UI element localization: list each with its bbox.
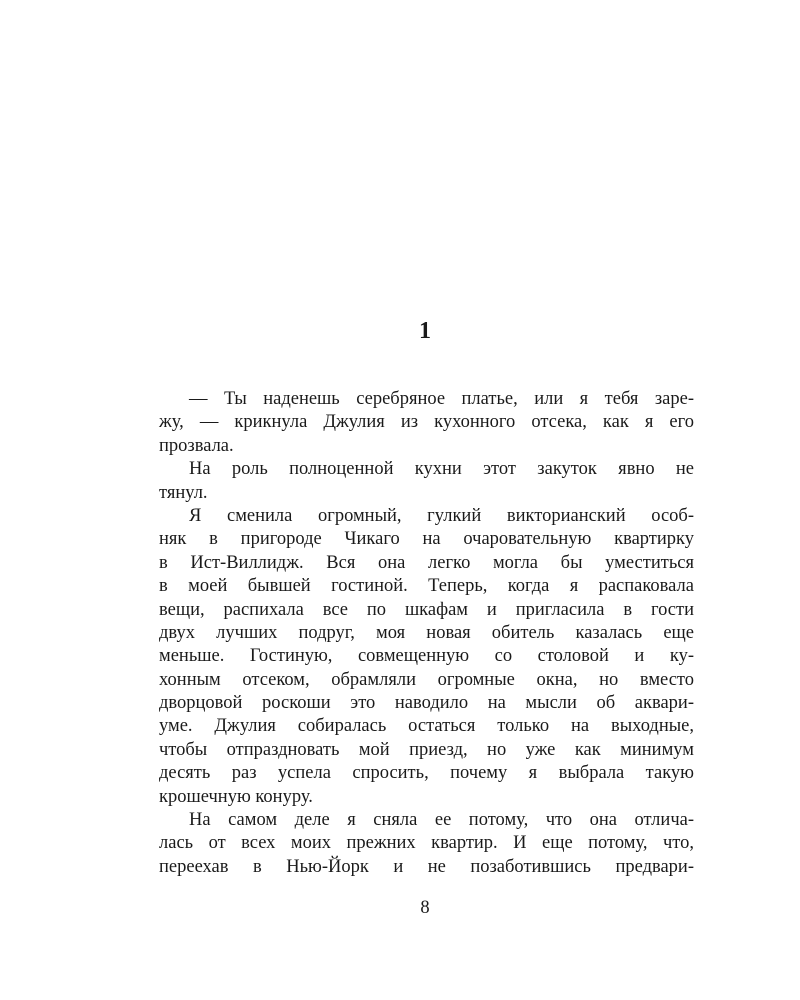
text-line: Я сменила огромный, гулкий викторианский особ- <box>189 505 694 526</box>
text-line: десять раз успела спросить, почему я выбрала такую <box>159 763 694 784</box>
text-line: чтобы отпраздновать мой приезд, но уже как минимум <box>159 739 694 760</box>
text-line: хонным отсеком, обрамляли огромные окна, но вместо <box>159 669 694 690</box>
page-number: 8 <box>420 898 430 918</box>
chapter-number: 1 <box>419 318 431 344</box>
text-line: переехав в Нью-Йорк и не позаботившись предвари- <box>159 856 694 877</box>
text-line: меньше. Гостиную, совмещенную со столовой и ку- <box>159 646 694 667</box>
text-line: в Ист-Виллидж. Вся она легко могла бы уместиться <box>159 552 694 573</box>
text-line: На роль полноценной кухни этот закуток явно не <box>189 459 694 480</box>
text-line: в моей бывшей гостиной. Теперь, когда я распаковала <box>159 576 694 597</box>
text-line: дворцовой роскоши это наводило на мысли об аквари- <box>159 693 694 714</box>
text-line: лась от всех моих прежних квартир. И еще потому, что, <box>159 833 694 854</box>
text-line: двух лучших подруг, моя новая обитель казалась еще <box>159 622 694 643</box>
text-line: крошечную конуру. <box>159 786 313 807</box>
text-line: уме. Джулия собиралась остаться только на выходные, <box>159 716 694 737</box>
text-line: вещи, распихала все по шкафам и пригласила в гости <box>159 599 694 620</box>
text-line: няк в пригороде Чикаго на очаровательную квартирку <box>159 529 694 550</box>
text-line: жу, — крикнула Джулия из кухонного отсека, как я его <box>159 412 694 433</box>
body-text <box>159 388 694 879</box>
text-line: тянул. <box>159 482 208 503</box>
text-line: На самом деле я сняла ее потому, что она отлича- <box>189 810 694 831</box>
text-line: прозвала. <box>159 435 234 456</box>
text-line: — Ты наденешь серебряное платье, или я тебя заре- <box>189 389 694 409</box>
